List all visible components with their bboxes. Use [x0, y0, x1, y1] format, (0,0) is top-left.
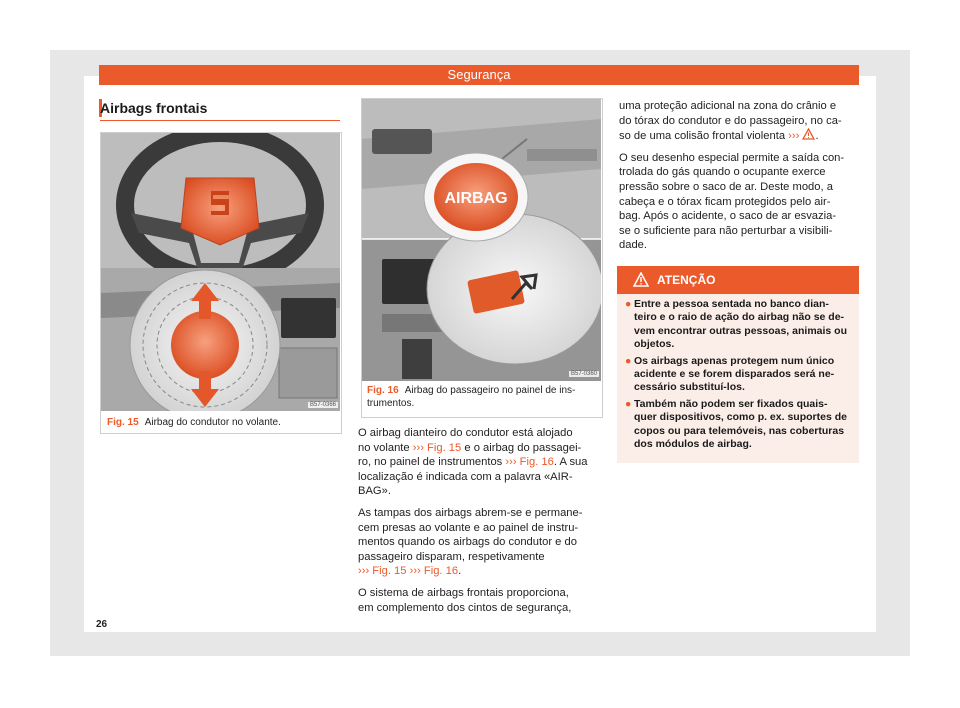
paragraph [358, 586, 606, 615]
bullet-icon: ● [625, 354, 632, 367]
text-line: objetos. [634, 338, 675, 351]
text-line: Também não podem ser fixados quais- [634, 397, 828, 410]
paragraph [619, 99, 867, 144]
paragraph [358, 426, 606, 499]
bullet-icon: ● [625, 397, 632, 410]
warning-reference-link[interactable]: ››› [788, 130, 800, 143]
warning-item [625, 355, 853, 395]
text-line: teiro e o raio de ação do airbag não se de- [634, 311, 845, 324]
text-line: As tampas dos airbags abrem-se e permane- [358, 506, 583, 519]
text-line: mentos quando os airbags do condutor e do [358, 536, 577, 549]
figure-16-code: B57-0360 [571, 371, 598, 377]
text-line: cessário substituí-los. [634, 381, 745, 394]
airbag-label: AIRBAG [444, 190, 508, 207]
figure-reference-link[interactable]: ››› Fig. 15 [412, 441, 462, 454]
paragraph [619, 151, 867, 253]
text-line: do tórax do condutor e do passageiro, no ca- [619, 114, 842, 127]
text-line: copos ou para telemóveis, nas coberturas [634, 424, 845, 437]
page-number: 26 [96, 619, 108, 630]
text-line: Entre a pessoa sentada no banco dian- [634, 298, 829, 310]
text-line: dade. [619, 239, 647, 252]
figure-reference-link[interactable]: ››› Fig. 16 [406, 565, 459, 578]
text-line: localização é indicada com a palavra «AIR- [358, 470, 573, 483]
text-line: vem encontrar outras pessoas, animais ou [634, 324, 847, 337]
dashboard-illustration [362, 99, 601, 381]
title-rule [100, 120, 340, 121]
figure-15-number: Fig. 15 [107, 417, 139, 428]
text-line: se o suficiente para não perturbar a visibili- [619, 224, 833, 237]
text-line: bag. Após o acidente, o saco de ar esvazia- [619, 210, 837, 223]
text-line: passageiro disparam, respetivamente [358, 550, 545, 563]
text-line: acidente e se forem disparados será ne- [634, 368, 835, 381]
text-line: quer dispositivos, como p. ex. suportes de [634, 411, 847, 424]
figure-15-image [101, 133, 340, 411]
text-line: . [458, 565, 462, 578]
warning-list [625, 298, 853, 454]
figure-reference-link[interactable]: ››› Fig. 15 [358, 565, 407, 578]
figure-16-image [362, 99, 601, 381]
middle-body [358, 426, 606, 622]
warning-item [625, 398, 853, 452]
warning-triangle-icon [633, 272, 649, 287]
warning-box [617, 266, 859, 463]
text-line: pressão sobre o saco de ar. Deste modo, a [619, 180, 833, 193]
text-line: dos módulos de airbag. [634, 438, 752, 451]
text-line: e o airbag do passagei- [461, 441, 582, 454]
figure-reference-link[interactable]: ››› Fig. 16 [505, 456, 554, 469]
paragraph [358, 506, 606, 579]
text-line: so de uma colisão frontal violenta [619, 130, 789, 143]
right-body [619, 99, 867, 260]
text-line: . A sua [553, 456, 588, 469]
figure-15-caption [107, 416, 337, 429]
figure-15-caption-text: Airbag do condutor no volante. [144, 417, 281, 428]
figure-15-code: B57-0366 [310, 402, 337, 408]
figure-16-caption-line2: trumentos. [367, 398, 415, 409]
bullet-icon: ● [625, 298, 632, 310]
text-line: O seu desenho especial permite a saída con- [619, 151, 845, 164]
section-header: Segurança [99, 65, 859, 85]
text-line: ro, no painel de instrumentos [358, 456, 506, 469]
text-line: uma proteção adicional na zona do crânio e [619, 100, 837, 112]
text-line: BAG». [358, 485, 391, 498]
text-line: em complemento dos cintos de segurança, [358, 601, 572, 614]
text-line: . [815, 130, 819, 143]
text-line: O sistema de airbags frontais proporciona, [358, 586, 569, 599]
figure-16-number: Fig. 16 [367, 385, 399, 396]
text-line: trolada do gás quando o ocupante exerce [619, 166, 826, 179]
warning-triangle-icon [802, 128, 815, 140]
figure-16-caption-line1: Airbag do passageiro no painel de ins- [404, 385, 576, 396]
text-line: Os airbags apenas protegem num único [634, 354, 835, 367]
section-title: Airbags frontais [100, 100, 208, 116]
figure-16-caption [367, 384, 599, 410]
warning-title: ATENÇÃO [657, 273, 716, 287]
text-line: O airbag dianteiro do condutor está alojado [358, 427, 573, 439]
steering-wheel-illustration [101, 133, 340, 411]
text-line: cabeça e o tórax ficam protegidos pelo air- [619, 195, 831, 208]
warning-item [625, 298, 853, 352]
text-line: no volante [358, 441, 413, 454]
warning-header [617, 266, 859, 294]
text-line: cem presas ao volante e ao painel de instru- [358, 521, 579, 534]
